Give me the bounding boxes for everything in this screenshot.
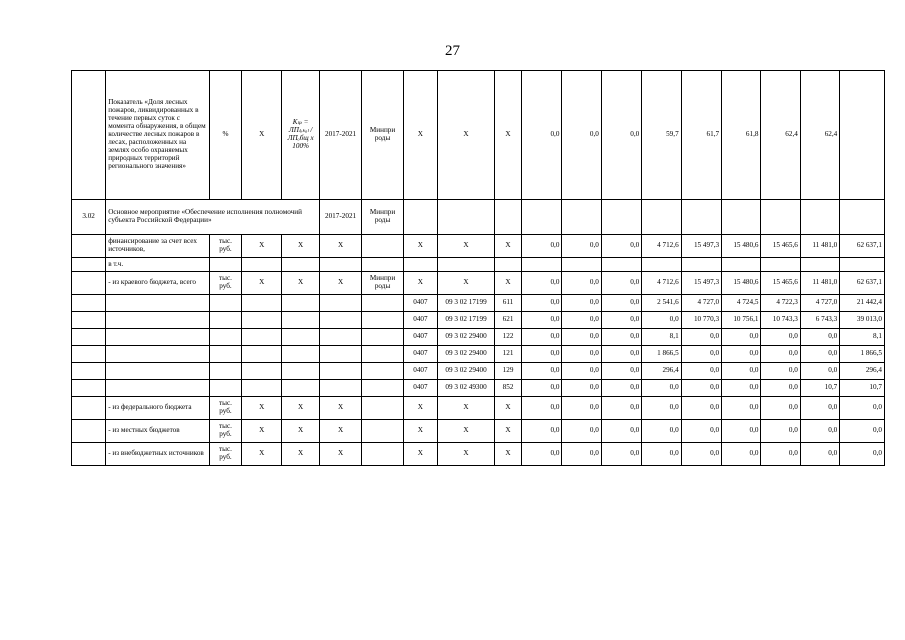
row-name: Основное мероприятие «Обеспечение исполнения полномочий субъекта Российской Федерации» (106, 200, 320, 235)
empty-cell (319, 380, 362, 397)
table-row (72, 200, 885, 235)
empty-cell (800, 258, 839, 272)
row-unit: тыс. руб. (209, 420, 241, 443)
value-cell: 0,0 (562, 295, 601, 312)
value-cell: 0,0 (681, 397, 721, 420)
value-cell: 4 724,5 (722, 295, 761, 312)
value-cell: 0,0 (681, 346, 721, 363)
empty-cell (106, 363, 210, 380)
empty-cell (495, 200, 522, 235)
table-row (72, 312, 885, 329)
empty-cell (282, 346, 319, 363)
value-cell: 15 465,6 (761, 235, 800, 258)
value-cell: 0,0 (601, 443, 641, 466)
value-cell: 0,0 (800, 329, 839, 346)
cell-x: X (495, 272, 522, 295)
value-cell: 0,0 (642, 420, 681, 443)
target-article: 09 3 02 49300 (438, 380, 495, 397)
row-years: 2017-2021 (319, 71, 362, 200)
value-cell: 0,0 (761, 380, 800, 397)
empty-cell (72, 420, 106, 443)
empty-cell (242, 346, 282, 363)
value-cell: 62,4 (761, 71, 800, 200)
row-name: - из федерального бюджета (106, 397, 210, 420)
value-cell: 11 481,0 (800, 272, 839, 295)
value-cell: 0,0 (800, 363, 839, 380)
table-row (72, 397, 885, 420)
section-code: 0407 (403, 312, 437, 329)
value-cell: 8,1 (642, 329, 681, 346)
value-cell: 61,7 (681, 71, 721, 200)
value-cell: 4 727,0 (681, 295, 721, 312)
table-row (72, 71, 885, 200)
empty-cell (282, 295, 319, 312)
table-row (72, 443, 885, 466)
table-row (72, 272, 885, 295)
value-cell: 11 481,0 (800, 235, 839, 258)
value-cell: 15 480,6 (722, 235, 761, 258)
row-name: в т.ч. (106, 258, 210, 272)
cell-x: X (282, 272, 319, 295)
value-cell: 62 637,1 (840, 235, 885, 258)
empty-cell (319, 346, 362, 363)
value-cell: 0,0 (562, 363, 601, 380)
value-cell: 0,0 (562, 235, 601, 258)
empty-cell (362, 329, 403, 346)
value-cell: 0,0 (761, 443, 800, 466)
value-cell: 296,4 (642, 363, 681, 380)
value-cell: 0,0 (601, 71, 641, 200)
row-ministry: Минпри роды (362, 71, 403, 200)
value-cell: 0,0 (800, 397, 839, 420)
target-article: 09 3 02 17199 (438, 312, 495, 329)
expense-type: 611 (495, 295, 522, 312)
value-cell: 0,0 (562, 420, 601, 443)
empty-cell (72, 329, 106, 346)
value-cell: 0,0 (601, 329, 641, 346)
page-number: 27 (445, 43, 460, 59)
row-ministry (362, 235, 403, 258)
value-cell: 4 712,6 (642, 235, 681, 258)
empty-cell (761, 200, 800, 235)
table-row (72, 235, 885, 258)
expense-type: 122 (495, 329, 522, 346)
value-cell: 0,0 (761, 420, 800, 443)
empty-cell (761, 258, 800, 272)
empty-cell (209, 380, 241, 397)
value-cell: 0,0 (562, 380, 601, 397)
empty-cell (72, 363, 106, 380)
row-code (72, 71, 106, 200)
value-cell: 10 743,3 (761, 312, 800, 329)
empty-cell (362, 295, 403, 312)
value-cell: 62 637,1 (840, 272, 885, 295)
row-name: - из местных бюджетов (106, 420, 210, 443)
value-cell: 0,0 (601, 346, 641, 363)
empty-cell (72, 258, 106, 272)
empty-cell (562, 200, 601, 235)
value-cell: 0,0 (522, 420, 562, 443)
empty-cell (242, 312, 282, 329)
row-unit: % (209, 71, 241, 200)
cell-x: X (495, 71, 522, 200)
cell-x: X (495, 420, 522, 443)
value-cell: 4 722,3 (761, 295, 800, 312)
value-cell: 0,0 (522, 380, 562, 397)
value-cell: 0,0 (562, 346, 601, 363)
empty-cell (319, 258, 362, 272)
value-cell: 1 866,5 (642, 346, 681, 363)
row-code: 3.02 (72, 200, 106, 235)
empty-cell (722, 258, 761, 272)
expense-type: 121 (495, 346, 522, 363)
cell-x: X (438, 235, 495, 258)
value-cell: 0,0 (522, 443, 562, 466)
value-cell: 0,0 (522, 329, 562, 346)
empty-cell (242, 380, 282, 397)
value-cell: 0,0 (601, 272, 641, 295)
value-cell: 10,7 (840, 380, 885, 397)
value-cell: 0,0 (722, 397, 761, 420)
empty-cell (362, 258, 403, 272)
section-code: 0407 (403, 380, 437, 397)
empty-cell (72, 295, 106, 312)
value-cell: 0,0 (722, 346, 761, 363)
value-cell: 0,0 (722, 443, 761, 466)
target-article: 09 3 02 29400 (438, 363, 495, 380)
cell-x: X (438, 71, 495, 200)
cell-x: X (319, 443, 362, 466)
value-cell: 15 497,3 (681, 272, 721, 295)
cell-x: X (319, 235, 362, 258)
empty-cell (722, 200, 761, 235)
value-cell: 0,0 (642, 380, 681, 397)
value-cell: 0,0 (522, 272, 562, 295)
empty-cell (242, 329, 282, 346)
empty-cell (209, 312, 241, 329)
value-cell: 0,0 (562, 397, 601, 420)
cell-x: X (242, 235, 282, 258)
value-cell: 61,8 (722, 71, 761, 200)
row-years: 2017-2021 (319, 200, 362, 235)
value-cell: 0,0 (562, 443, 601, 466)
empty-cell (242, 295, 282, 312)
value-cell: 0,0 (562, 71, 601, 200)
cell-x: X (242, 71, 282, 200)
value-cell: 0,0 (522, 295, 562, 312)
value-cell: 0,0 (601, 363, 641, 380)
value-cell: 0,0 (761, 346, 800, 363)
cell-x: X (242, 397, 282, 420)
value-cell: 0,0 (562, 272, 601, 295)
cell-x: X (403, 272, 437, 295)
table-row (72, 329, 885, 346)
target-article: 09 3 02 17199 (438, 295, 495, 312)
value-cell: 0,0 (601, 420, 641, 443)
value-cell: 0,0 (800, 420, 839, 443)
value-cell: 10 770,3 (681, 312, 721, 329)
formula-cell: Kₗₚ = ЛПₗₒₖₐₗ / ЛПₒбщ x 100% (282, 71, 319, 200)
cell-x: X (319, 420, 362, 443)
expense-type: 129 (495, 363, 522, 380)
value-cell: 0,0 (761, 329, 800, 346)
row-name: - из внебюджетных источников (106, 443, 210, 466)
empty-cell (209, 295, 241, 312)
empty-cell (319, 363, 362, 380)
value-cell: 0,0 (601, 295, 641, 312)
value-cell: 10,7 (800, 380, 839, 397)
value-cell: 0,0 (562, 329, 601, 346)
cell-x: X (495, 235, 522, 258)
empty-cell (106, 312, 210, 329)
empty-cell (282, 258, 319, 272)
cell-x: X (438, 272, 495, 295)
cell-x: X (438, 420, 495, 443)
value-cell: 0,0 (800, 443, 839, 466)
value-cell: 0,0 (761, 397, 800, 420)
row-unit: тыс. руб. (209, 235, 241, 258)
value-cell: 0,0 (722, 363, 761, 380)
row-unit: тыс. руб. (209, 397, 241, 420)
value-cell: 0,0 (681, 443, 721, 466)
cell-x: X (319, 272, 362, 295)
expense-type: 621 (495, 312, 522, 329)
value-cell: 0,0 (681, 380, 721, 397)
row-unit: тыс. руб. (209, 272, 241, 295)
table-row (72, 363, 885, 380)
empty-cell (840, 200, 885, 235)
row-name: Показатель «Доля лесных пожаров, ликвидированных в течение первых суток с момента обнаружения, в общем количестве лесных пожаров в лесах, расположенных на землях особо охраняемых природных территорий регионального значения» (106, 71, 210, 200)
empty-cell (319, 295, 362, 312)
row-ministry: Минпри роды (362, 272, 403, 295)
value-cell: 0,0 (642, 443, 681, 466)
value-cell: 296,4 (840, 363, 885, 380)
cell-x: X (403, 235, 437, 258)
table-row (72, 420, 885, 443)
cell-x: X (403, 420, 437, 443)
cell-x: X (438, 443, 495, 466)
empty-cell (362, 363, 403, 380)
empty-cell (438, 200, 495, 235)
value-cell: 15 465,6 (761, 272, 800, 295)
cell-x: X (403, 71, 437, 200)
cell-x: X (242, 443, 282, 466)
empty-cell (282, 363, 319, 380)
empty-cell (681, 258, 721, 272)
table-row (72, 295, 885, 312)
value-cell: 0,0 (601, 380, 641, 397)
empty-cell (319, 329, 362, 346)
row-ministry (362, 443, 403, 466)
value-cell: 62,4 (800, 71, 839, 200)
empty-cell (642, 200, 681, 235)
empty-cell (562, 258, 601, 272)
row-name: - из краевого бюджета, всего (106, 272, 210, 295)
value-cell: 0,0 (642, 312, 681, 329)
empty-cell (840, 258, 885, 272)
empty-cell (681, 200, 721, 235)
cell-x: X (282, 235, 319, 258)
empty-cell (403, 258, 437, 272)
section-code: 0407 (403, 346, 437, 363)
empty-cell (209, 346, 241, 363)
value-cell: 0,0 (562, 312, 601, 329)
value-cell: 59,7 (642, 71, 681, 200)
value-cell: 0,0 (522, 397, 562, 420)
value-cell: 1 866,5 (840, 346, 885, 363)
row-name: финансирование за счет всех источников, (106, 235, 210, 258)
empty-cell (72, 397, 106, 420)
cell-x: X (495, 443, 522, 466)
value-cell: 15 480,6 (722, 272, 761, 295)
empty-cell (106, 346, 210, 363)
empty-cell (362, 380, 403, 397)
value-cell: 4 727,0 (800, 295, 839, 312)
empty-cell (282, 380, 319, 397)
value-cell: 0,0 (722, 380, 761, 397)
empty-cell (72, 312, 106, 329)
empty-cell (282, 312, 319, 329)
value-cell: 0,0 (601, 312, 641, 329)
cell-x: X (282, 397, 319, 420)
value-cell: 0,0 (601, 397, 641, 420)
empty-cell (72, 443, 106, 466)
row-ministry: Минпри роды (362, 200, 403, 235)
value-cell: 0,0 (800, 346, 839, 363)
value-cell: 0,0 (522, 346, 562, 363)
empty-cell (601, 258, 641, 272)
value-cell: 0,0 (722, 420, 761, 443)
empty-cell (362, 312, 403, 329)
value-cell: 0,0 (681, 420, 721, 443)
empty-cell (495, 258, 522, 272)
empty-cell (642, 258, 681, 272)
empty-cell (72, 380, 106, 397)
value-cell: 0,0 (522, 235, 562, 258)
table-row (72, 380, 885, 397)
section-code: 0407 (403, 363, 437, 380)
value-cell: 0,0 (642, 397, 681, 420)
empty-cell (362, 346, 403, 363)
value-cell: 6 743,3 (800, 312, 839, 329)
empty-cell (242, 258, 282, 272)
table-row (72, 258, 885, 272)
cell-x: X (282, 420, 319, 443)
value-cell: 0,0 (761, 363, 800, 380)
empty-cell (106, 295, 210, 312)
cell-x: X (495, 397, 522, 420)
empty-cell (522, 258, 562, 272)
value-cell: 10 756,1 (722, 312, 761, 329)
empty-cell (106, 329, 210, 346)
value-cell: 0,0 (681, 363, 721, 380)
value-cell: 21 442,4 (840, 295, 885, 312)
empty-cell (601, 200, 641, 235)
empty-cell (209, 363, 241, 380)
value-cell: 0,0 (522, 363, 562, 380)
empty-cell (438, 258, 495, 272)
empty-cell (840, 71, 885, 200)
value-cell: 0,0 (522, 312, 562, 329)
row-unit: тыс. руб. (209, 443, 241, 466)
cell-x: X (242, 420, 282, 443)
value-cell: 2 541,6 (642, 295, 681, 312)
target-article: 09 3 02 29400 (438, 346, 495, 363)
cell-x: X (403, 397, 437, 420)
cell-x: X (319, 397, 362, 420)
section-code: 0407 (403, 329, 437, 346)
empty-cell (209, 258, 241, 272)
target-article: 09 3 02 29400 (438, 329, 495, 346)
cell-x: X (282, 443, 319, 466)
value-cell: 0,0 (601, 235, 641, 258)
empty-cell (522, 200, 562, 235)
row-ministry (362, 420, 403, 443)
value-cell: 0,0 (522, 71, 562, 200)
empty-cell (282, 329, 319, 346)
value-cell: 4 712,6 (642, 272, 681, 295)
value-cell: 39 013,0 (840, 312, 885, 329)
cell-x: X (403, 443, 437, 466)
cell-x: X (438, 397, 495, 420)
empty-cell (72, 235, 106, 258)
value-cell: 0,0 (840, 397, 885, 420)
value-cell: 8,1 (840, 329, 885, 346)
row-ministry (362, 397, 403, 420)
value-cell: 0,0 (840, 443, 885, 466)
expense-type: 852 (495, 380, 522, 397)
value-cell: 0,0 (681, 329, 721, 346)
section-code: 0407 (403, 295, 437, 312)
table-row (72, 346, 885, 363)
empty-cell (319, 312, 362, 329)
empty-cell (242, 363, 282, 380)
empty-cell (106, 380, 210, 397)
value-cell: 0,0 (840, 420, 885, 443)
empty-cell (800, 200, 839, 235)
empty-cell (72, 346, 106, 363)
value-cell: 0,0 (722, 329, 761, 346)
value-cell: 15 497,3 (681, 235, 721, 258)
empty-cell (403, 200, 437, 235)
empty-cell (209, 329, 241, 346)
program-table (71, 70, 885, 466)
cell-x: X (242, 272, 282, 295)
empty-cell (72, 272, 106, 295)
